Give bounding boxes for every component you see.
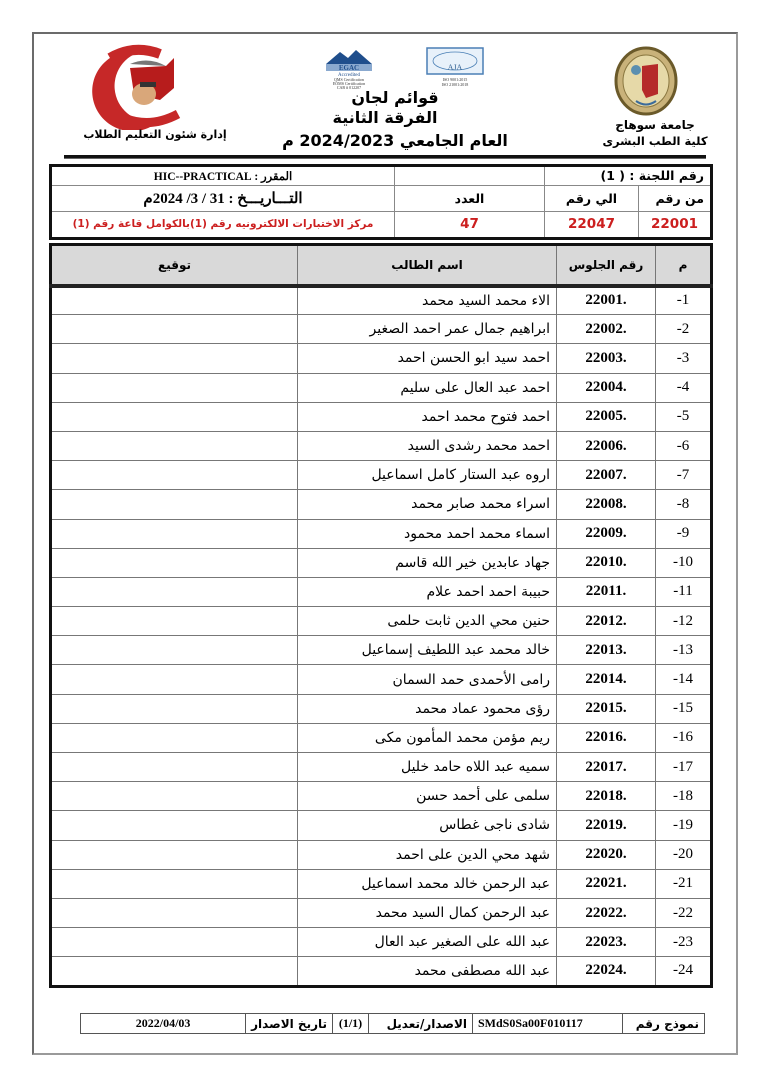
svg-text:CAB # 012207: CAB # 012207 bbox=[336, 85, 362, 89]
student-name: ابراهيم جمال عمر احمد الصغير bbox=[298, 315, 557, 344]
seat-number: 22003. bbox=[557, 344, 656, 373]
seat-number: 22019. bbox=[557, 811, 656, 840]
signature-field[interactable] bbox=[51, 811, 298, 840]
signature-field[interactable] bbox=[51, 840, 298, 869]
row-number: -24 bbox=[656, 957, 712, 986]
seat-number: 22015. bbox=[557, 694, 656, 723]
signature-field[interactable] bbox=[51, 636, 298, 665]
from-number-value: 22001 bbox=[639, 211, 712, 238]
student-name: شادى ناجى غطاس bbox=[298, 811, 557, 840]
table-header-row bbox=[51, 245, 712, 286]
row-number: -18 bbox=[656, 782, 712, 811]
student-name: سلمى على أحمد حسن bbox=[298, 782, 557, 811]
row-number: -9 bbox=[656, 519, 712, 548]
seat-number: 22004. bbox=[557, 373, 656, 402]
header-signature: توقيع bbox=[51, 245, 298, 286]
university-seal-logo bbox=[606, 46, 686, 116]
signature-field[interactable] bbox=[51, 431, 298, 460]
signature-field[interactable] bbox=[51, 869, 298, 898]
student-name: احمد عبد العال على سليم bbox=[298, 373, 557, 402]
table-row bbox=[51, 811, 712, 840]
to-number-label: الي رقم bbox=[545, 185, 639, 211]
student-name: اروه عبد الستار كامل اسماعيل bbox=[298, 461, 557, 490]
student-name: جهاد عابدين خير الله قاسم bbox=[298, 548, 557, 577]
svg-text:ISO 9001:2015: ISO 9001:2015 bbox=[442, 77, 468, 82]
table-row bbox=[51, 723, 712, 752]
header-seat-number: رقم الجلوس bbox=[557, 245, 656, 286]
signature-field[interactable] bbox=[51, 315, 298, 344]
course-name: المقرر : HIC--PRACTICAL bbox=[51, 166, 395, 186]
row-number: -1 bbox=[656, 286, 712, 315]
signature-field[interactable] bbox=[51, 286, 298, 315]
empty-cell bbox=[395, 166, 545, 186]
student-name: حبيبة احمد احمد علام bbox=[298, 577, 557, 606]
table-row bbox=[51, 869, 712, 898]
table-row bbox=[51, 286, 712, 315]
department-name: إدارة شئون التعليم الطلاب bbox=[83, 128, 227, 141]
form-number-value: SMdS0Sa00F010117 bbox=[473, 1014, 623, 1034]
student-name: الاء محمد السيد محمد bbox=[298, 286, 557, 315]
row-number: -22 bbox=[656, 898, 712, 927]
student-name: اسراء محمد صابر محمد bbox=[298, 490, 557, 519]
exam-location: مركز الاختبارات الالكترونيه رقم (1)بالكوامل قاعة رقم (1) bbox=[51, 211, 395, 238]
header-number: م bbox=[656, 245, 712, 286]
egac-logo bbox=[308, 47, 404, 89]
table-row bbox=[51, 665, 712, 694]
table-row bbox=[51, 373, 712, 402]
seat-number: 22011. bbox=[557, 577, 656, 606]
row-number: -8 bbox=[656, 490, 712, 519]
signature-field[interactable] bbox=[51, 957, 298, 986]
from-number-label: من رقم bbox=[639, 185, 712, 211]
row-number: -12 bbox=[656, 607, 712, 636]
seat-number: 22014. bbox=[557, 665, 656, 694]
student-name: احمد فتوح محمد احمد bbox=[298, 402, 557, 431]
seat-number: 22016. bbox=[557, 723, 656, 752]
academic-year: العام الجامعي 2024/2023 م bbox=[282, 131, 508, 150]
seat-number: 22021. bbox=[557, 869, 656, 898]
aja-logo bbox=[427, 48, 483, 87]
student-name: اسماء محمد احمد محمود bbox=[298, 519, 557, 548]
table-row bbox=[51, 782, 712, 811]
seat-number: 22024. bbox=[557, 957, 656, 986]
table-row bbox=[51, 577, 712, 606]
row-number: -21 bbox=[656, 869, 712, 898]
signature-field[interactable] bbox=[51, 577, 298, 606]
table-row bbox=[51, 548, 712, 577]
row-number: -14 bbox=[656, 665, 712, 694]
university-name: جامعة سوهاج bbox=[615, 118, 695, 132]
seat-number: 22012. bbox=[557, 607, 656, 636]
form-number-label: نموذج رقم bbox=[623, 1014, 705, 1034]
students-table bbox=[49, 243, 713, 988]
row-number: -11 bbox=[656, 577, 712, 606]
student-year: الفرقة الثانية bbox=[332, 108, 438, 127]
signature-field[interactable] bbox=[51, 344, 298, 373]
table-row bbox=[51, 957, 712, 986]
signature-field[interactable] bbox=[51, 694, 298, 723]
row-number: -16 bbox=[656, 723, 712, 752]
seat-number: 22022. bbox=[557, 898, 656, 927]
row-number: -4 bbox=[656, 373, 712, 402]
revision-label: الاصدار/تعديل bbox=[369, 1014, 473, 1034]
revision-value: (1/1) bbox=[333, 1014, 369, 1034]
document-title: قوائم لجان bbox=[351, 88, 439, 107]
faculty-name: كلية الطب البشرى bbox=[602, 134, 708, 148]
count-value: 47 bbox=[395, 211, 545, 238]
signature-field[interactable] bbox=[51, 461, 298, 490]
row-number: -3 bbox=[656, 344, 712, 373]
seat-number: 22018. bbox=[557, 782, 656, 811]
signature-field[interactable] bbox=[51, 548, 298, 577]
table-row bbox=[51, 636, 712, 665]
seat-number: 22010. bbox=[557, 548, 656, 577]
seat-number: 22001. bbox=[557, 286, 656, 315]
signature-field[interactable] bbox=[51, 753, 298, 782]
student-name: رؤى محمود عماد محمد bbox=[298, 694, 557, 723]
row-number: -6 bbox=[656, 431, 712, 460]
row-number: -2 bbox=[656, 315, 712, 344]
seat-number: 22017. bbox=[557, 753, 656, 782]
row-number: -23 bbox=[656, 928, 712, 957]
student-name: عبد الله على الصغير عبد العال bbox=[298, 928, 557, 957]
header-divider bbox=[64, 155, 706, 159]
signature-field[interactable] bbox=[51, 782, 298, 811]
row-number: -19 bbox=[656, 811, 712, 840]
signature-field[interactable] bbox=[51, 402, 298, 431]
seat-number: 22013. bbox=[557, 636, 656, 665]
signature-field[interactable] bbox=[51, 723, 298, 752]
student-name: احمد محمد رشدى السيد bbox=[298, 431, 557, 460]
seat-number: 22020. bbox=[557, 840, 656, 869]
signature-field[interactable] bbox=[51, 519, 298, 548]
row-number: -17 bbox=[656, 753, 712, 782]
student-name: ريم مؤمن محمد المأمون مكى bbox=[298, 723, 557, 752]
student-name: حنين محي الدين ثابت حلمى bbox=[298, 607, 557, 636]
seat-number: 22002. bbox=[557, 315, 656, 344]
issue-date-label: تاريخ الاصدار bbox=[246, 1014, 333, 1034]
student-name: شهد محي الدين على احمد bbox=[298, 840, 557, 869]
header-student-name: اسم الطالب bbox=[298, 245, 557, 286]
table-row bbox=[51, 753, 712, 782]
svg-text:AJA: AJA bbox=[447, 63, 463, 72]
student-name: عبد الله مصطفى محمد bbox=[298, 957, 557, 986]
signature-field[interactable] bbox=[51, 928, 298, 957]
exam-date: التـــاريـــخ : 31 / 3/ 2024م bbox=[51, 185, 395, 211]
seat-number: 22008. bbox=[557, 490, 656, 519]
svg-text:EOMS Certification: EOMS Certification bbox=[332, 81, 366, 86]
student-name: رامى الأحمدى حمد السمان bbox=[298, 665, 557, 694]
signature-field[interactable] bbox=[51, 898, 298, 927]
table-row bbox=[51, 694, 712, 723]
committee-info-table bbox=[49, 164, 713, 240]
row-number: -13 bbox=[656, 636, 712, 665]
to-number-value: 22047 bbox=[545, 211, 639, 238]
table-row bbox=[51, 607, 712, 636]
row-number: -20 bbox=[656, 840, 712, 869]
table-row bbox=[51, 519, 712, 548]
table-row bbox=[51, 898, 712, 927]
student-name: عبد الرحمن كمال السيد محمد bbox=[298, 898, 557, 927]
student-name: سميه عبد اللاه حامد خليل bbox=[298, 753, 557, 782]
table-row bbox=[51, 840, 712, 869]
egac-sub-text: Accredited bbox=[338, 73, 360, 78]
row-number: -15 bbox=[656, 694, 712, 723]
form-footer-table bbox=[80, 1013, 705, 1034]
signature-field[interactable] bbox=[51, 665, 298, 694]
seat-number: 22005. bbox=[557, 402, 656, 431]
seat-number: 22007. bbox=[557, 461, 656, 490]
issue-date-value: 2022/04/03 bbox=[81, 1014, 246, 1034]
table-row bbox=[51, 928, 712, 957]
student-name: خالد محمد عبد اللطيف إسماعيل bbox=[298, 636, 557, 665]
row-number: -10 bbox=[656, 548, 712, 577]
egac-text: EGAC bbox=[338, 64, 360, 72]
signature-field[interactable] bbox=[51, 373, 298, 402]
seat-number: 22009. bbox=[557, 519, 656, 548]
svg-text:ISO 21001:2018: ISO 21001:2018 bbox=[441, 82, 469, 87]
signature-field[interactable] bbox=[51, 607, 298, 636]
student-name: عبد الرحمن خالد محمد اسماعيل bbox=[298, 869, 557, 898]
row-number: -7 bbox=[656, 461, 712, 490]
faculty-of-medicine-logo bbox=[70, 44, 198, 130]
committee-number: رقم اللجنة : ( 1) bbox=[545, 166, 712, 186]
table-row bbox=[51, 402, 712, 431]
table-row bbox=[51, 431, 712, 460]
signature-field[interactable] bbox=[51, 490, 298, 519]
table-row bbox=[51, 315, 712, 344]
table-row bbox=[51, 461, 712, 490]
row-number: -5 bbox=[656, 402, 712, 431]
count-label: العدد bbox=[395, 185, 545, 211]
accreditation-logos bbox=[306, 46, 486, 89]
svg-text:QMS Certification: QMS Certification bbox=[334, 77, 364, 82]
seat-number: 22023. bbox=[557, 928, 656, 957]
student-name: احمد سيد ابو الحسن احمد bbox=[298, 344, 557, 373]
table-row bbox=[51, 490, 712, 519]
table-row bbox=[51, 344, 712, 373]
seat-number: 22006. bbox=[557, 431, 656, 460]
